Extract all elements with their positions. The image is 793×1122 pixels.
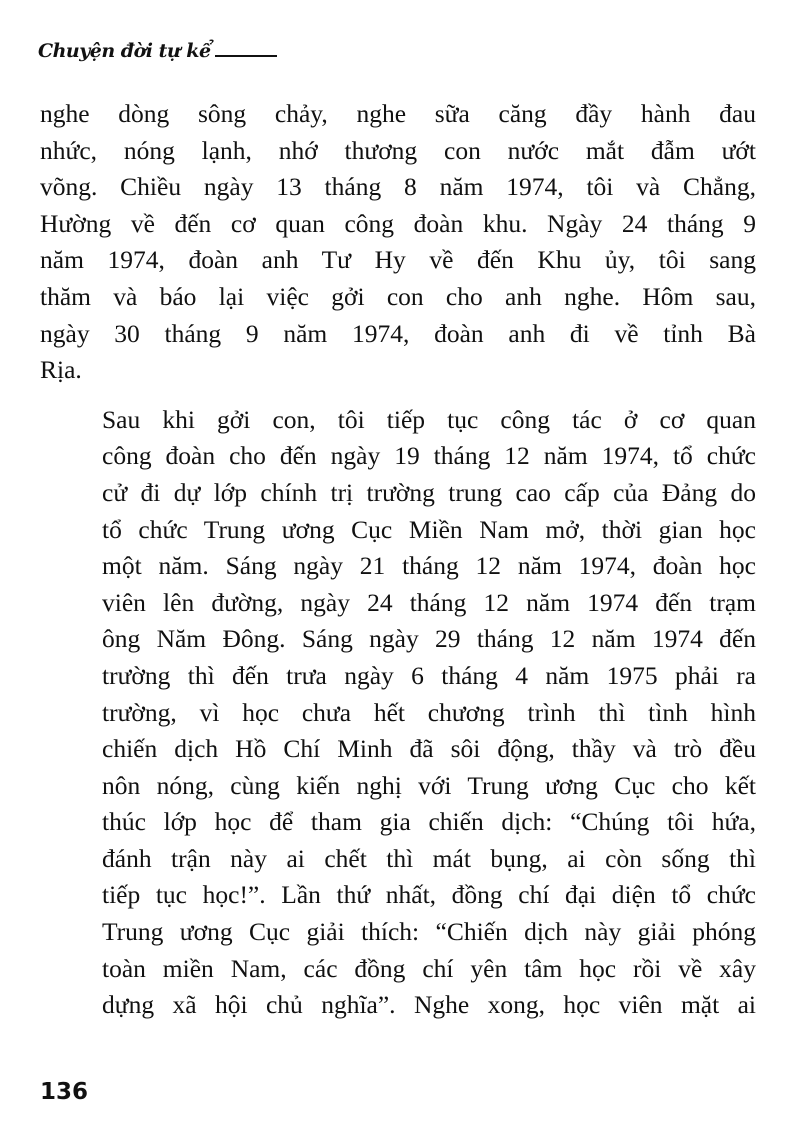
text-line: năm 1974, đoàn anh Tư Hy về đến Khu ủy, tôi sang: [40, 245, 756, 275]
text-line: nhức, nóng lạnh, nhớ thương con nước mắt đẫm ướt: [40, 135, 756, 165]
paragraph: [40, 96, 756, 389]
text-line: tổ chức Trung ương Cục Miền Nam mở, thời gian học: [102, 514, 756, 544]
text-line: ông Năm Đông. Sáng ngày 29 tháng 12 năm 1974 đến: [102, 624, 756, 654]
book-title: Chuyện đời tự kể: [38, 40, 211, 62]
paragraph: [40, 402, 756, 1024]
page-number: 136: [40, 1079, 89, 1105]
text-line: nghe dòng sông chảy, nghe sữa căng đầy hành đau: [40, 99, 756, 128]
text-line: nôn nóng, cùng kiến nghị với Trung ương Cục cho kết: [102, 770, 756, 800]
text-line: chiến dịch Hồ Chí Minh đã sôi động, thầy và trò đều: [102, 734, 756, 764]
running-header: [38, 40, 277, 62]
body-text: [40, 96, 756, 1024]
text-line: Sau khi gởi con, tôi tiếp tục công tác ở cơ quan: [102, 404, 756, 434]
text-line: viên lên đường, ngày 24 tháng 12 năm 1974 đến trạm: [102, 587, 756, 617]
text-line: tiếp tục học!”. Lần thứ nhất, đồng chí đại diện tổ chức: [102, 880, 756, 910]
text-line: thăm và báo lại việc gởi con cho anh nghe. Hôm sau,: [40, 281, 756, 311]
text-line: Hường về đến cơ quan công đoàn khu. Ngày 24 tháng 9: [40, 208, 756, 238]
header-rule: [215, 55, 277, 57]
text-line: thúc lớp học để tham gia chiến dịch: “Chúng tôi hứa,: [102, 807, 756, 837]
text-line: toàn miền Nam, các đồng chí yên tâm học rồi về xây: [102, 953, 756, 983]
text-line: ngày 30 tháng 9 năm 1974, đoàn anh đi về tỉnh Bà: [40, 318, 756, 348]
text-line: trường, vì học chưa hết chương trình thì tình hình: [102, 697, 756, 727]
text-line: trường thì đến trưa ngày 6 tháng 4 năm 1975 phải ra: [102, 660, 756, 690]
text-line: võng. Chiều ngày 13 tháng 8 năm 1974, tôi và Chẳng,: [40, 172, 756, 202]
text-line: cử đi dự lớp chính trị trường trung cao cấp của Đảng do: [102, 477, 756, 507]
text-line: Trung ương Cục giải thích: “Chiến dịch này giải phóng: [102, 917, 756, 947]
text-line: Rịa.: [40, 355, 82, 385]
text-line: đánh trận này ai chết thì mát bụng, ai còn sống thì: [102, 843, 756, 873]
text-line: công đoàn cho đến ngày 19 tháng 12 năm 1974, tổ chức: [102, 441, 756, 471]
text-line: một năm. Sáng ngày 21 tháng 12 năm 1974, đoàn học: [102, 551, 756, 581]
text-line: dựng xã hội chủ nghĩa”. Nghe xong, học viên mặt ai: [102, 990, 756, 1020]
